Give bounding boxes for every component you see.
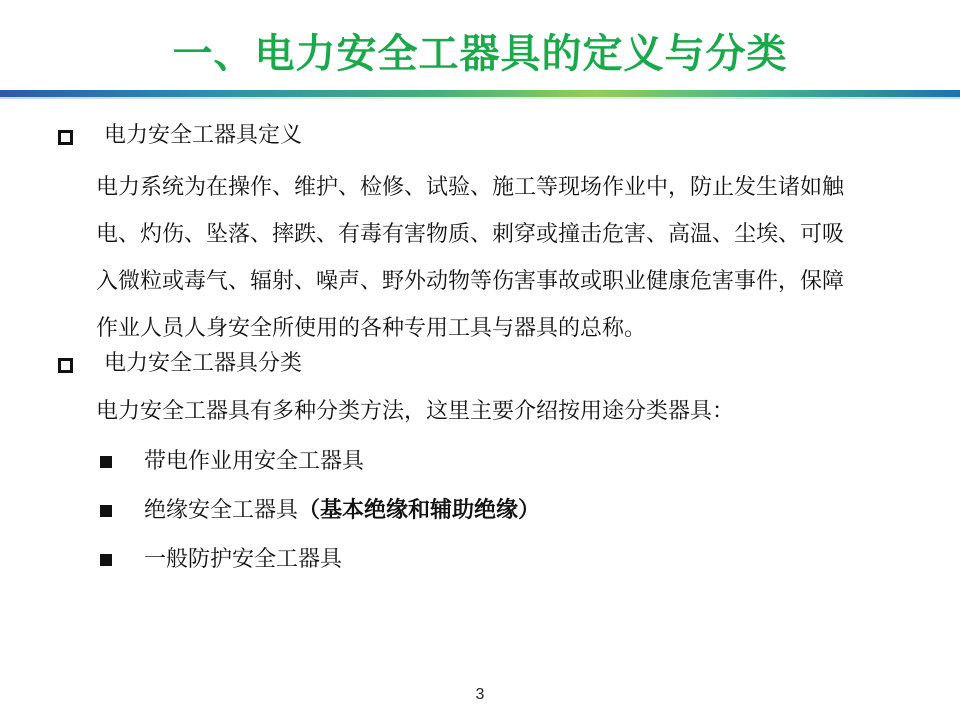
- page-number: 3: [475, 686, 485, 703]
- definition-line: 电、灼伤、坠落、摔跌、有毒有害物质、刺穿或撞击危害、高温、尘埃、可吸: [96, 222, 845, 247]
- category-item: [144, 496, 540, 526]
- category-label: 绝缘安全工器具: [144, 498, 299, 523]
- category-label: 一般防护安全工器具: [144, 547, 343, 572]
- category-item: [144, 545, 342, 575]
- solid-square-bullet-icon: [100, 554, 112, 566]
- category-item: [144, 447, 364, 477]
- definition-paragraph: [96, 164, 926, 352]
- category-note: （基本绝缘和辅助绝缘）: [298, 498, 541, 523]
- classification-intro: 电力安全工器具有多种分类方法，这里主要介绍按用途分类器具：: [96, 399, 735, 424]
- definition-line: 电力系统为在操作、维护、检修、试验、施工等现场作业中，防止发生诸如触: [96, 175, 845, 200]
- hollow-square-bullet-icon: [58, 130, 73, 145]
- solid-square-bullet-icon: [100, 456, 112, 468]
- definition-line: 作业人员人身安全所使用的各种专用工具与器具的总称。: [96, 316, 647, 341]
- hollow-square-bullet-icon: [58, 358, 73, 373]
- section-heading-definition: 电力安全工器具定义: [104, 123, 303, 148]
- slide-title: 一、电力安全工器具的定义与分类: [172, 31, 788, 77]
- solid-square-bullet-icon: [100, 505, 112, 517]
- category-label: 带电作业用安全工器具: [144, 449, 365, 474]
- section-heading-classification: 电力安全工器具分类: [104, 351, 303, 376]
- definition-line: 入微粒或毒气、辐射、噪声、野外动物等伤害事故或职业健康危害事件，保障: [96, 269, 845, 294]
- title-divider: [0, 90, 960, 97]
